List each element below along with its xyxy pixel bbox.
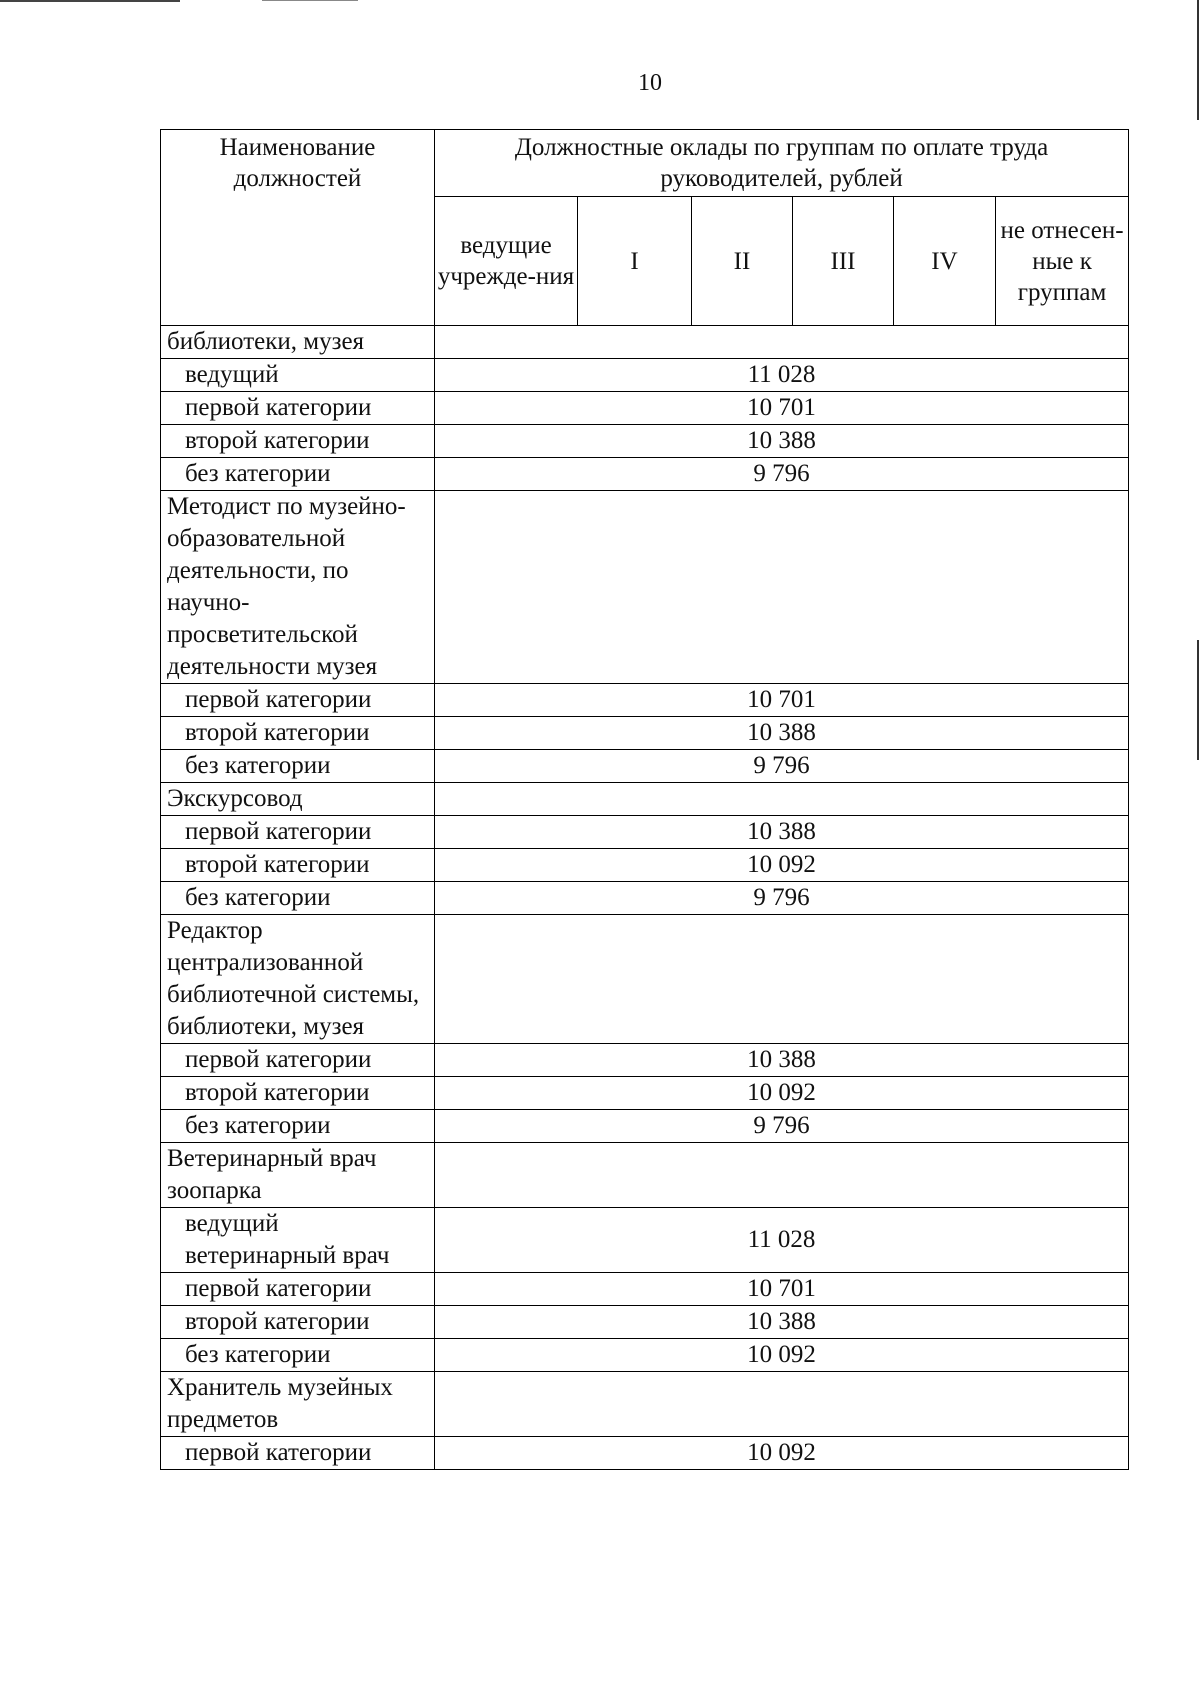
table-row: [161, 816, 1129, 849]
salary-value-cell: 10 092: [435, 1339, 1129, 1372]
position-name-cell: без категории: [161, 1110, 435, 1143]
position-name-cell: второй категории: [161, 1306, 435, 1339]
salary-value-cell: 10 092: [435, 1437, 1129, 1470]
table-row: [161, 1044, 1129, 1077]
salary-value-cell: 10 701: [435, 392, 1129, 425]
table-row: [161, 1437, 1129, 1470]
salary-value-cell: 10 388: [435, 425, 1129, 458]
table-row: [161, 783, 1129, 816]
scan-edge-line: [262, 0, 358, 1]
table-row: [161, 717, 1129, 750]
salary-value-cell: 9 796: [435, 750, 1129, 783]
salary-value-cell: 9 796: [435, 882, 1129, 915]
table-row: [161, 1273, 1129, 1306]
salary-value-cell: 10 092: [435, 1077, 1129, 1110]
header-group-leading: ведущие учрежде-ния: [435, 197, 578, 326]
salary-value-cell: 10 388: [435, 1044, 1129, 1077]
position-name-cell: второй категории: [161, 425, 435, 458]
position-name-cell: второй категории: [161, 717, 435, 750]
position-name-cell: первой категории: [161, 1273, 435, 1306]
salary-value-cell: 10 701: [435, 1273, 1129, 1306]
position-name-cell: без категории: [161, 750, 435, 783]
table-row: [161, 1372, 1129, 1437]
table-row: [161, 1339, 1129, 1372]
position-name-cell: первой категории: [161, 684, 435, 717]
table-row: [161, 1143, 1129, 1208]
salary-value-cell: [435, 491, 1129, 684]
position-name-cell: Ветеринарный врач зоопарка: [161, 1143, 435, 1208]
table-row: [161, 359, 1129, 392]
table-row: [161, 1208, 1129, 1273]
table-row: [161, 326, 1129, 359]
position-name-cell: без категории: [161, 882, 435, 915]
table-row: [161, 491, 1129, 684]
scan-edge-line: [1197, 640, 1199, 760]
salary-value-cell: 9 796: [435, 458, 1129, 491]
salary-value-cell: [435, 783, 1129, 816]
position-name-cell: Методист по музейно-образовательной деятельности, по научно-просветительской деятельности музея: [161, 491, 435, 684]
position-name-cell: без категории: [161, 458, 435, 491]
salary-value-cell: 10 388: [435, 816, 1129, 849]
position-name-cell: ведущий ветеринарный врач: [161, 1208, 435, 1273]
salary-value-cell: 11 028: [435, 1208, 1129, 1273]
salary-value-cell: [435, 1372, 1129, 1437]
salary-value-cell: 11 028: [435, 359, 1129, 392]
position-name-cell: без категории: [161, 1339, 435, 1372]
header-position-name: Наименование должностей: [161, 130, 435, 326]
table-row: [161, 458, 1129, 491]
position-name-cell: первой категории: [161, 816, 435, 849]
salary-value-cell: [435, 326, 1129, 359]
salary-value-cell: [435, 1143, 1129, 1208]
header-group-3: III: [793, 197, 894, 326]
salary-value-cell: 10 092: [435, 849, 1129, 882]
header-group-1: I: [578, 197, 692, 326]
position-name-cell: Хранитель музейных предметов: [161, 1372, 435, 1437]
table-row: [161, 750, 1129, 783]
position-name-cell: первой категории: [161, 1437, 435, 1470]
salary-value-cell: [435, 915, 1129, 1044]
table-row: [161, 849, 1129, 882]
scan-edge-line: [1197, 0, 1199, 120]
page-number: 10: [638, 70, 662, 96]
salary-value-cell: 10 701: [435, 684, 1129, 717]
table-row: [161, 1110, 1129, 1143]
salary-value-cell: 10 388: [435, 1306, 1129, 1339]
salary-table: [160, 129, 1129, 1470]
table-row: [161, 392, 1129, 425]
position-name-cell: Экскурсовод: [161, 783, 435, 816]
salary-value-cell: 9 796: [435, 1110, 1129, 1143]
table-row: [161, 915, 1129, 1044]
position-name-cell: ведущий: [161, 359, 435, 392]
table-row: [161, 1306, 1129, 1339]
header-group-unassigned: не отнесен-ные к группам: [996, 197, 1129, 326]
header-group-4: IV: [894, 197, 996, 326]
position-name-cell: второй категории: [161, 849, 435, 882]
table-body: [161, 326, 1129, 1470]
position-name-cell: библиотеки, музея: [161, 326, 435, 359]
header-salary-groups: Должностные оклады по группам по оплате труда руководителей, рублей: [435, 130, 1129, 197]
header-group-2: II: [692, 197, 793, 326]
position-name-cell: второй категории: [161, 1077, 435, 1110]
table-row: [161, 1077, 1129, 1110]
position-name-cell: первой категории: [161, 392, 435, 425]
table-row: [161, 684, 1129, 717]
table-row: [161, 425, 1129, 458]
position-name-cell: первой категории: [161, 1044, 435, 1077]
scan-edge-line: [0, 0, 180, 2]
salary-value-cell: 10 388: [435, 717, 1129, 750]
position-name-cell: Редактор централизованной библиотечной системы, библиотеки, музея: [161, 915, 435, 1044]
table-row: [161, 882, 1129, 915]
